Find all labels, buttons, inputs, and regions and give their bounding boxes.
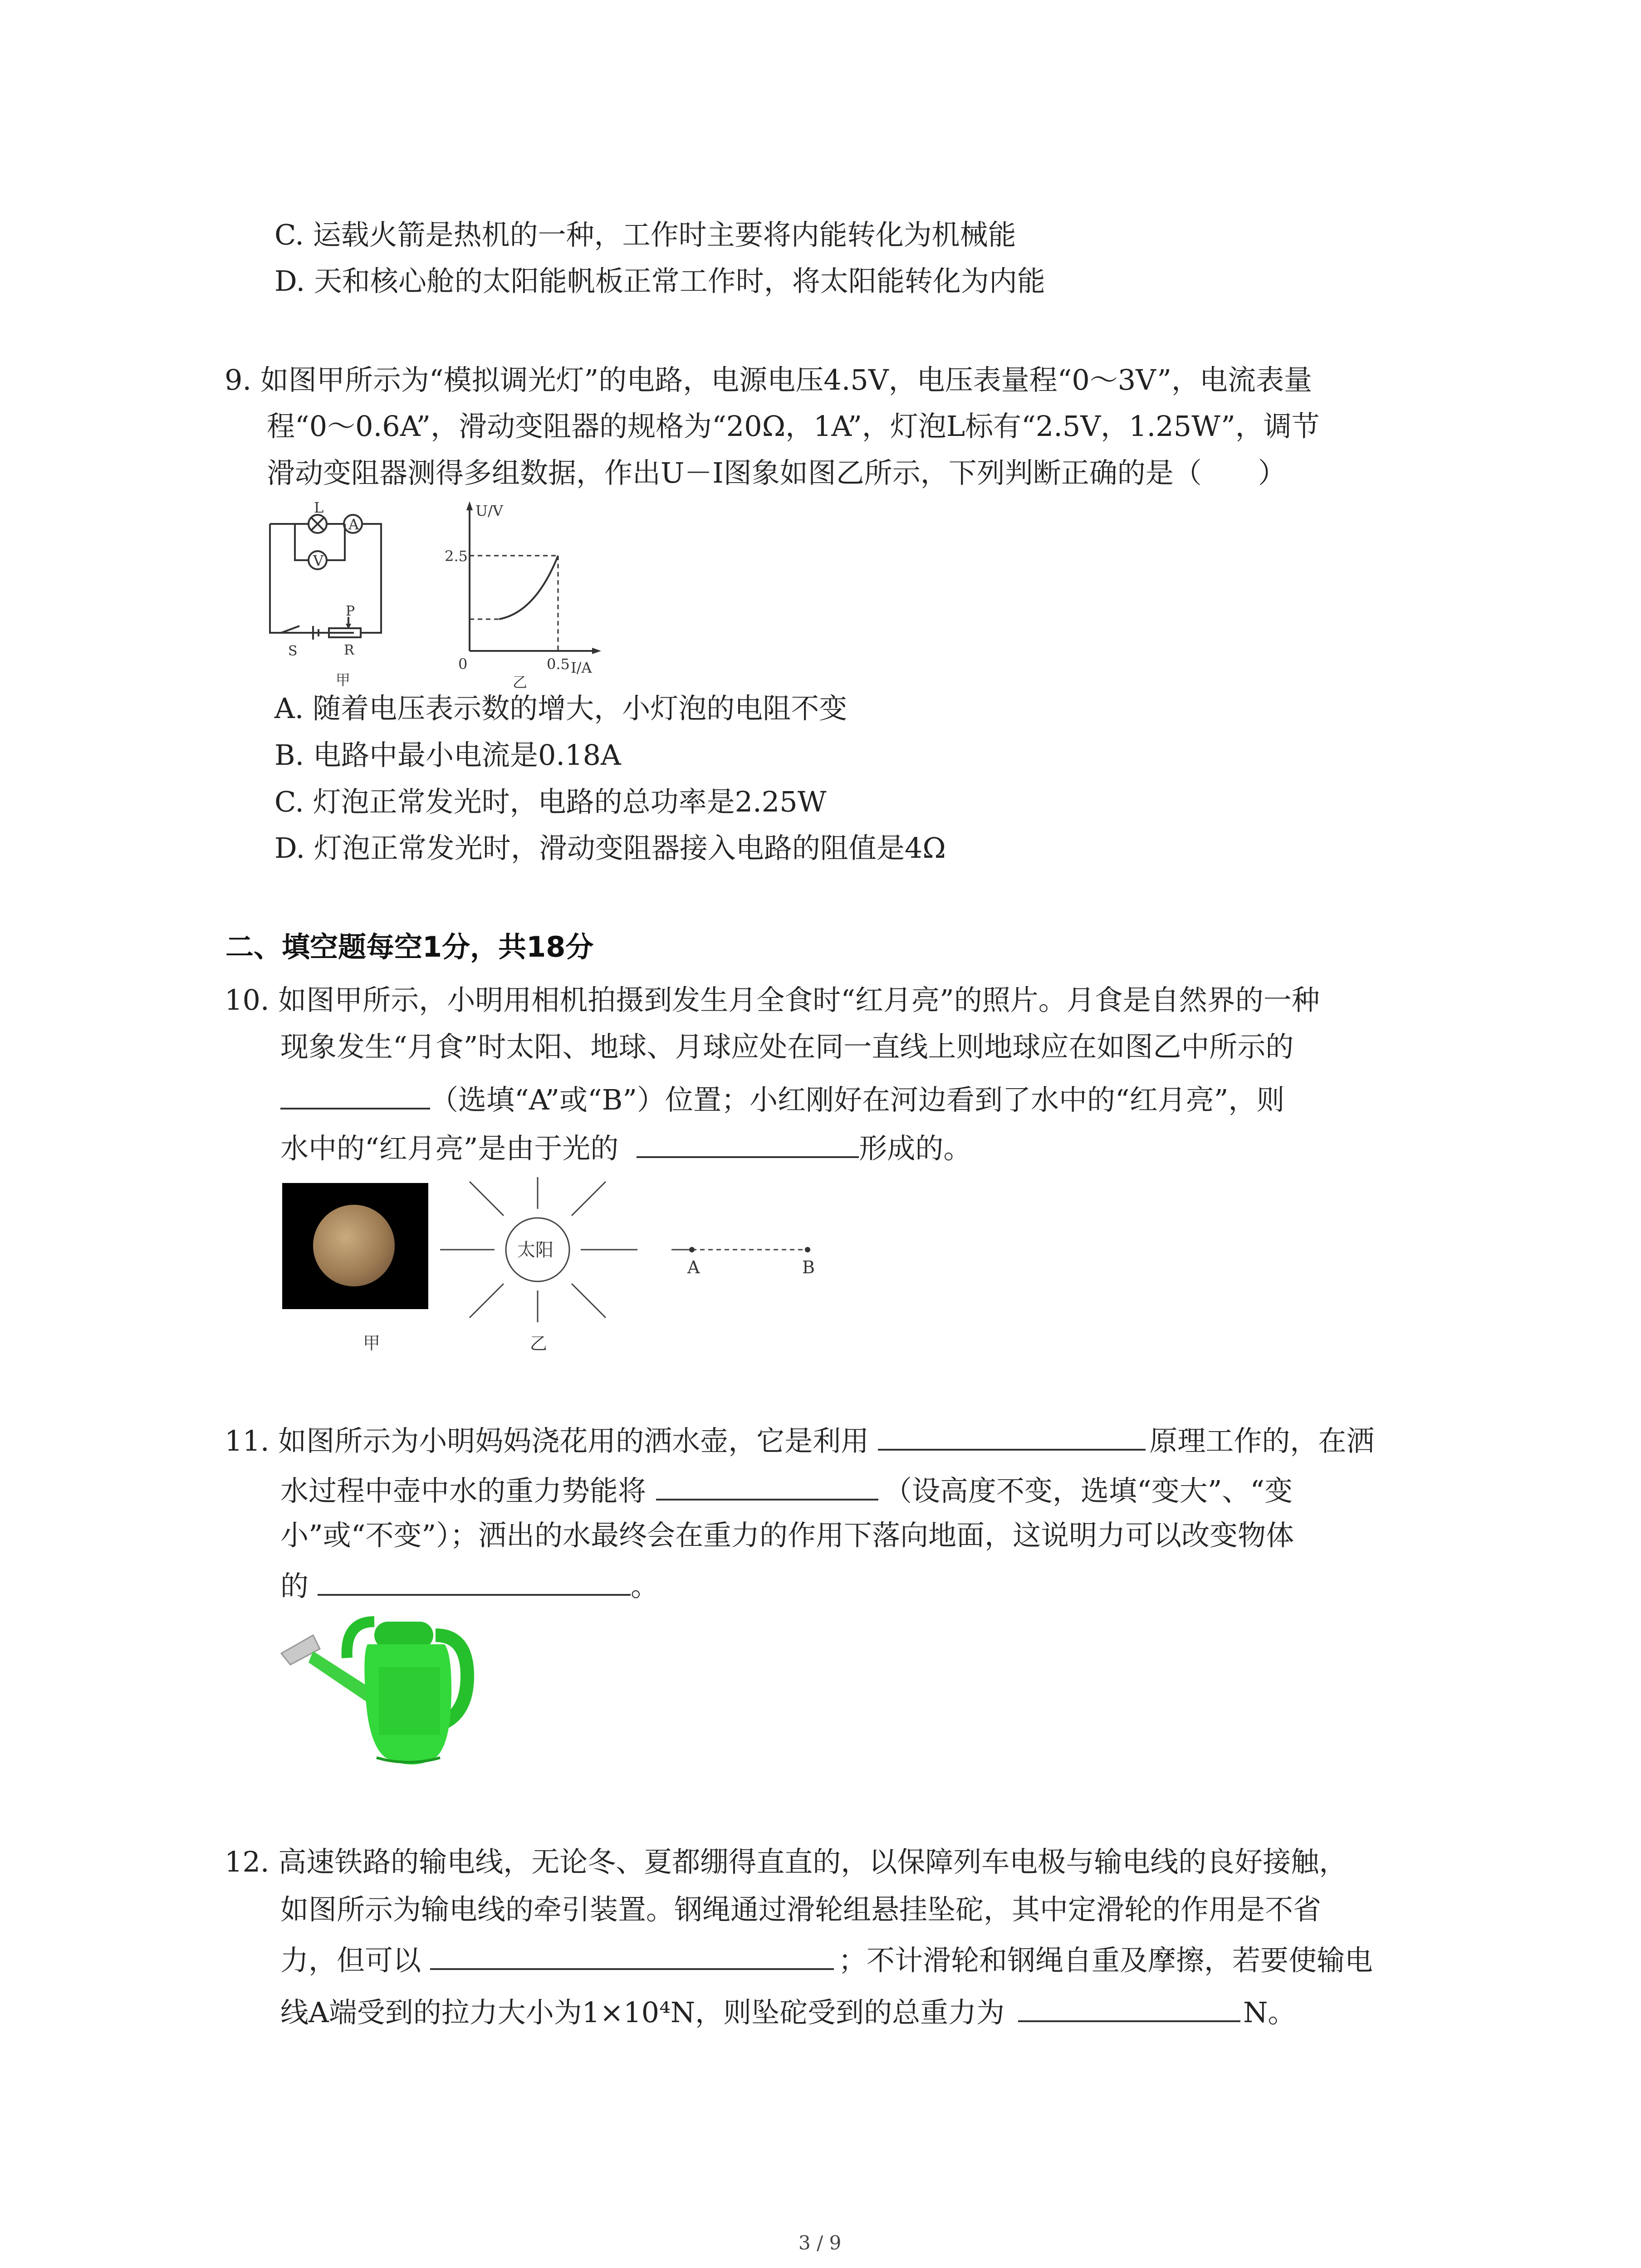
sun-label: 太阳 <box>517 1240 554 1261</box>
q12-stem-line2: 如图所示为输电线的牵引装置。钢绳通过滑轮组悬挂坠砣，其中定滑轮的作用是不省 <box>280 1893 1322 1926</box>
circuit-label-rheostat: R <box>344 642 354 658</box>
circuit-label-slider: P <box>346 603 355 619</box>
circuit-label-l: L <box>314 501 324 516</box>
q10-caption-yi: 乙 <box>530 1334 548 1354</box>
graph-origin: 0 <box>458 655 468 673</box>
q8-option-c: C. 运载火箭是热机的一种，工作时主要将内能转化为机械能 <box>274 218 1016 251</box>
section-fill-in-title: 二、填空题每空1分，共18分 <box>225 930 594 963</box>
graph-ylabel: U/V <box>475 502 503 519</box>
moon-image <box>313 1205 395 1286</box>
q10-stem-line4: 水中的“红月亮”是由于光的 形成的。 <box>280 1127 971 1167</box>
q12-blank-weight[interactable] <box>1018 1991 1240 2022</box>
circuit-label-voltmeter: V <box>313 552 324 569</box>
q11-blank-energy[interactable] <box>656 1470 878 1501</box>
graph-caption: 乙 <box>513 674 528 691</box>
q11-stem-line2: 水过程中壶中水的重力势能将 （设高度不变，选填“变大”、“变 <box>280 1470 1293 1509</box>
q11-stem-line3: 小”或“不变”）；洒出的水最终会在重力的作用下落向地面，这说明力可以改变物体 <box>280 1519 1294 1552</box>
graph-ytick: 2.5 <box>445 547 468 565</box>
graph-xlabel: I/A <box>571 659 592 676</box>
q12-stem-line4: 线A端受到的拉力大小为1×10⁴N，则坠砣受到的总重力为 N。 <box>280 1991 1296 2031</box>
q12-stem-line3: 力，但可以 ；不计滑轮和钢绳自重及摩擦，若要使输电 <box>280 1939 1373 1979</box>
q9-ui-graph <box>445 497 622 692</box>
circuit-caption: 甲 <box>336 671 351 689</box>
q11-blank-principle[interactable] <box>878 1420 1146 1451</box>
point-a-label: A <box>687 1257 700 1277</box>
q9-stem-line2: 程“0～0.6A”，滑动变阻器的规格为“20Ω，1A”，灯泡L标有“2.5V，1.25W”，调节 <box>267 410 1320 443</box>
q12-stem-line1: 12. 高速铁路的输电线，无论冬、夏都绷得直直的，以保障列车电极与输电线的良好接触， <box>225 1845 1347 1878</box>
circuit-label-ammeter: A <box>348 516 359 533</box>
q10-caption-jia: 甲 <box>363 1333 381 1353</box>
sun-diagram <box>436 1173 853 1354</box>
page-number: 3 / 9 <box>798 2232 842 2254</box>
moon-photo <box>282 1183 428 1309</box>
q8-option-d: D. 天和核心舱的太阳能帆板正常工作时，将太阳能转化为内能 <box>274 264 1045 298</box>
q10-stem-line2: 现象发生“月食”时太阳、地球、月球应处在同一直线上则地球应在如图乙中所示的 <box>280 1030 1294 1063</box>
q11-stem-line1: 11. 如图所示为小明妈妈浇花用的洒水壶，它是利用 原理工作的，在洒 <box>225 1420 1374 1459</box>
q9-stem-line3: 滑动变阻器测得多组数据，作出U－I图象如图乙所示，下列判断正确的是（ ） <box>267 456 1286 489</box>
q12-blank-direction[interactable] <box>430 1939 834 1970</box>
q9-option-d: D. 灯泡正常发光时，滑动变阻器接入电路的阻值是4Ω <box>274 831 946 865</box>
watering-can-image <box>272 1608 526 1780</box>
q9-circuit-diagram <box>263 501 449 692</box>
point-b-label: B <box>802 1257 815 1277</box>
graph-xtick: 0.5 <box>547 655 570 673</box>
q11-blank-state[interactable] <box>318 1565 631 1596</box>
q9-option-c: C. 灯泡正常发光时，电路的总功率是2.25W <box>274 785 827 818</box>
q10-stem-line3: （选填“A”或“B”）位置；小红刚好在河边看到了水中的“红月亮”，则 <box>280 1079 1284 1118</box>
q10-stem-line1: 10. 如图甲所示，小明用相机拍摄到发生月全食时“红月亮”的照片。月食是自然界的一种 <box>225 983 1320 1017</box>
q9-stem-line1: 9. 如图甲所示为“模拟调光灯”的电路，电源电压4.5V，电压表量程“0～3V”，电流表量 <box>225 363 1312 396</box>
q9-option-a: A. 随着电压表示数的增大，小灯泡的电阻不变 <box>274 692 847 725</box>
q11-stem-line4: 的 。 <box>280 1565 659 1604</box>
q10-blank-position[interactable] <box>280 1079 430 1110</box>
q10-blank-light[interactable] <box>637 1127 859 1158</box>
circuit-label-switch: S <box>288 643 298 659</box>
q9-option-b: B. 电路中最小电流是0.18A <box>274 738 621 772</box>
